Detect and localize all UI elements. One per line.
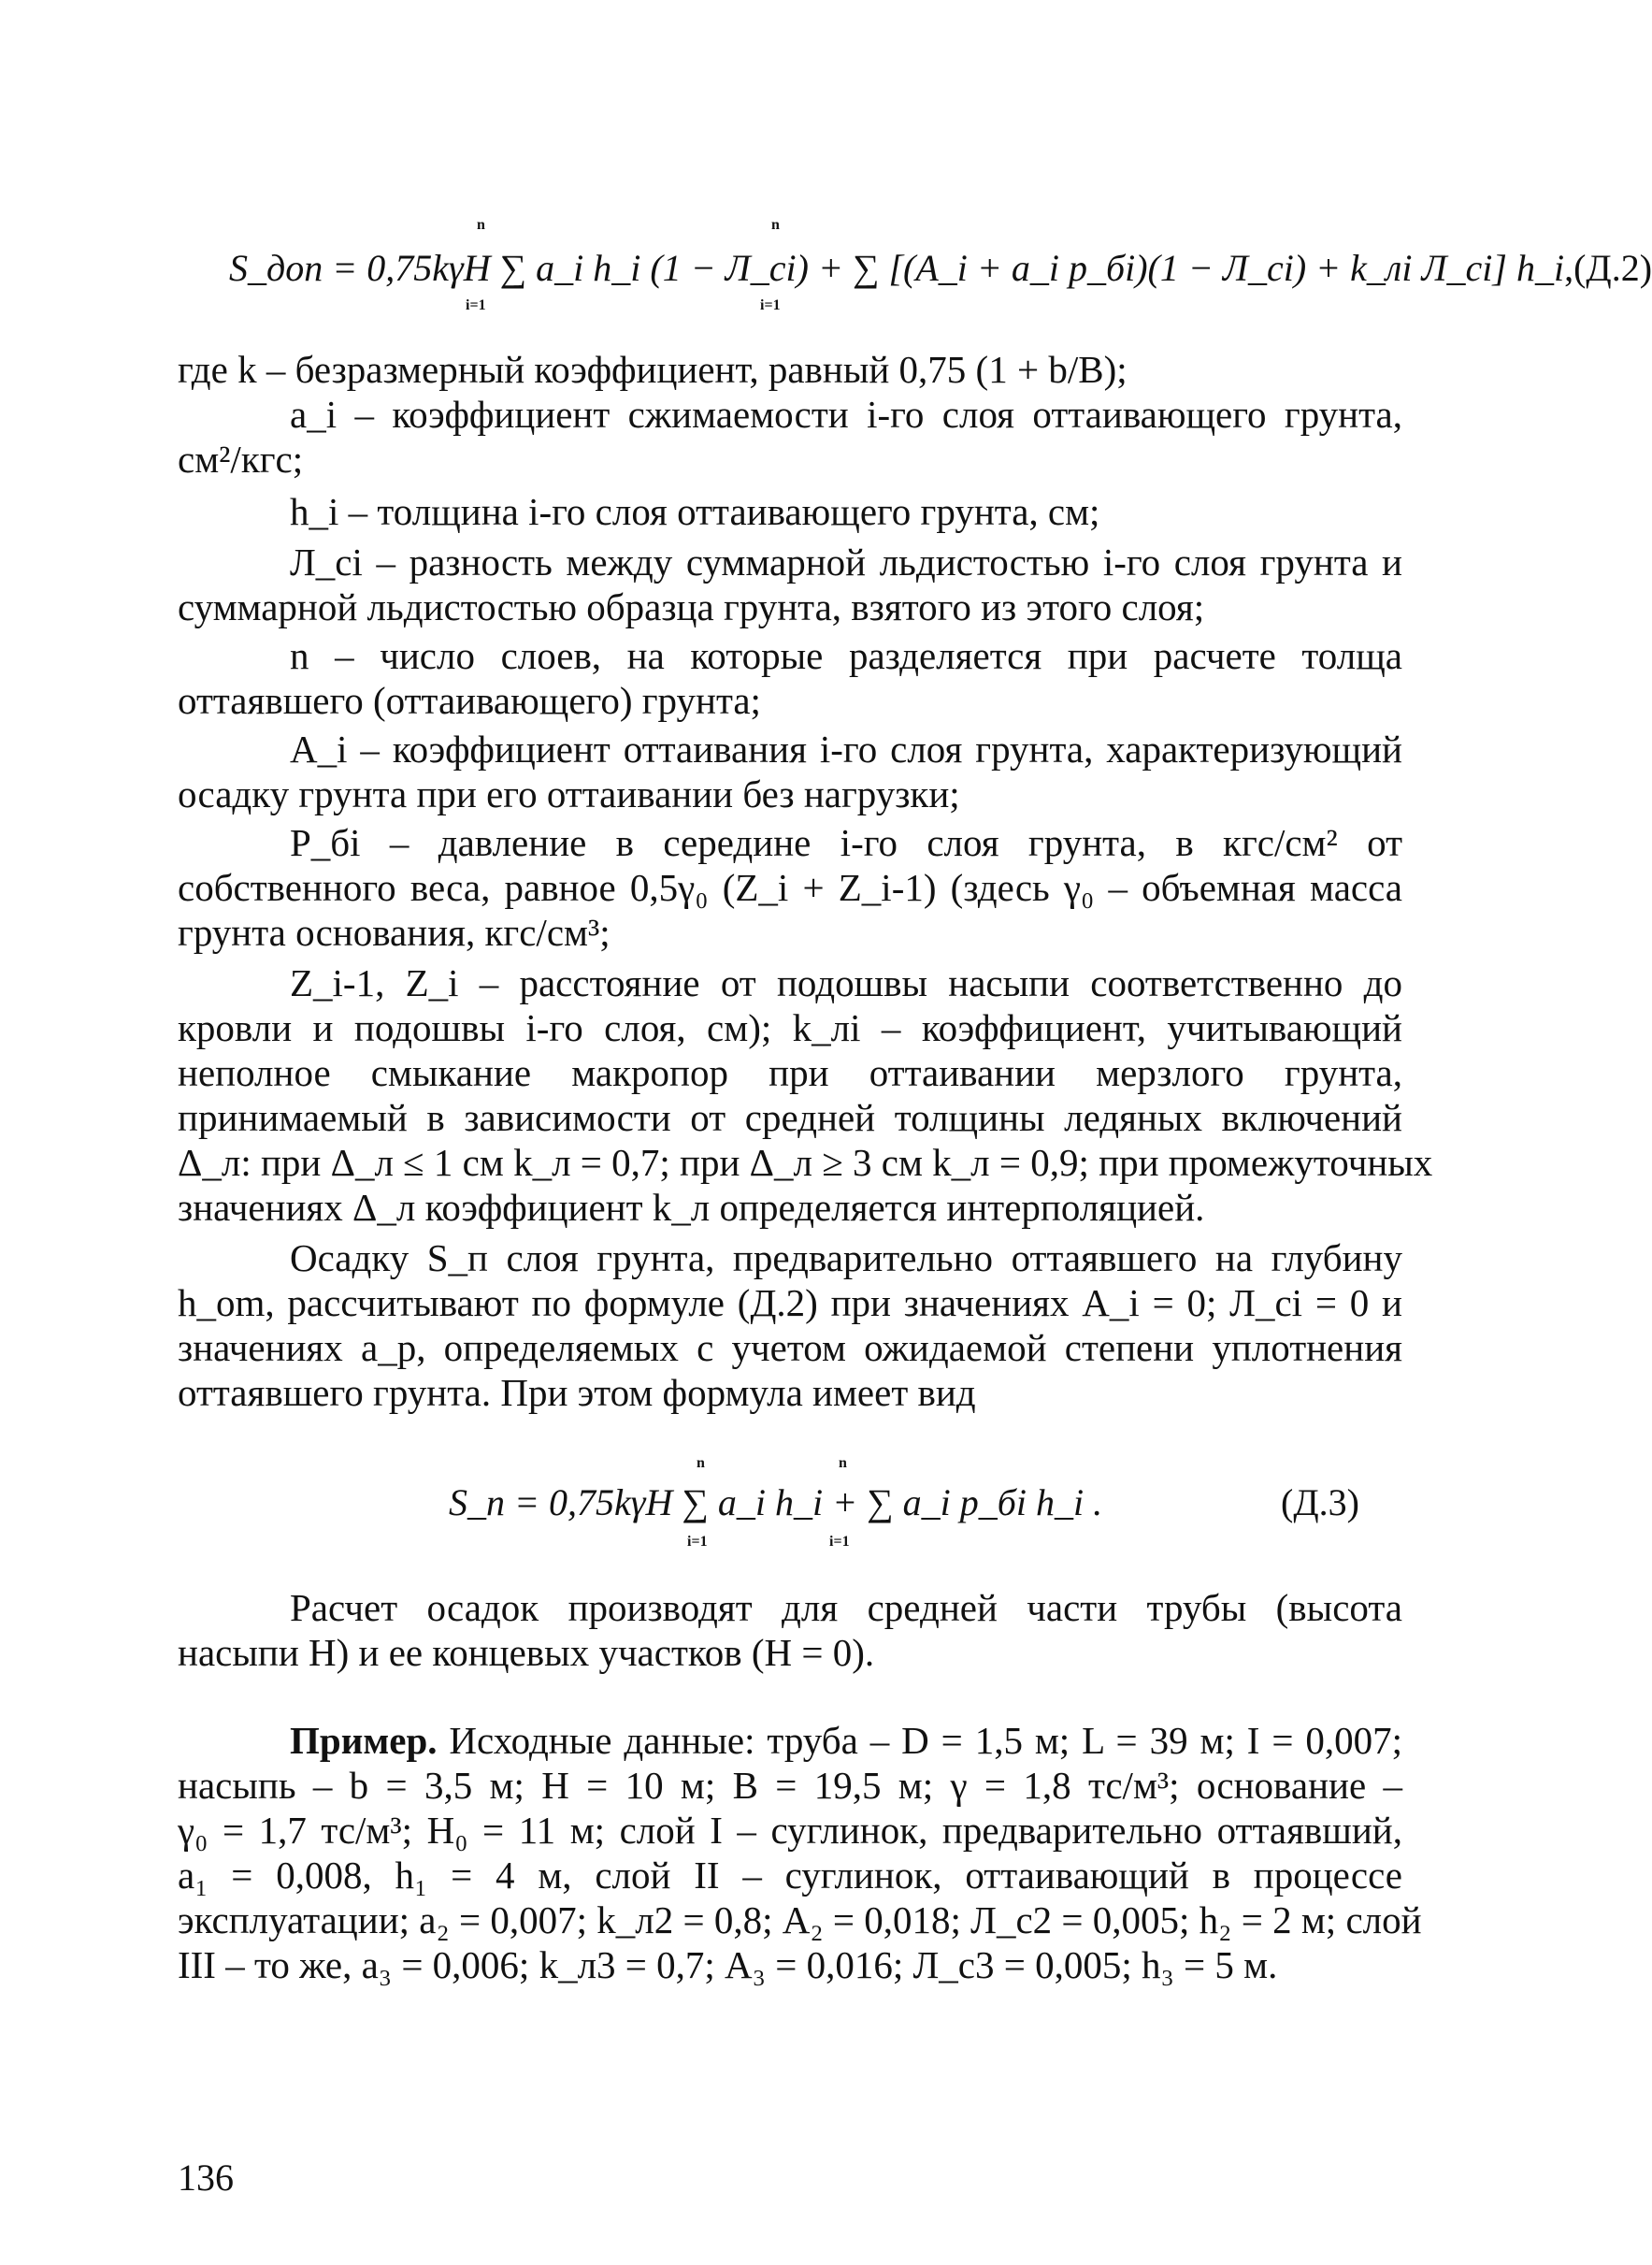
formula-d3-label: (Д.3): [1281, 1481, 1359, 1523]
text-line: Л_ci – разность между суммарной льдистостью i-го слоя грунта и: [290, 541, 1402, 584]
example-heading: Пример.: [290, 1719, 438, 1762]
text-line: Δ_л: при Δ_л ≤ 1 см k_л = 0,7; при Δ_л ≥ 3 см k_л = 0,9; при промежуточных: [178, 1141, 1433, 1184]
sum4-lower-limit: i=1: [829, 1534, 850, 1550]
text-line: Исходные данные: труба – D = 1,5 м; L = 39 м; I = 0,007;: [449, 1719, 1402, 1762]
example-first-line: [290, 1717, 1402, 1764]
text-line: неполное смыкание макропор при оттаивании мерзлого грунта,: [178, 1051, 1402, 1094]
text-line: III – то же, a₃ = 0,006; k_л3 = 0,7; A₃ = 0,016; Л_c3 = 0,005; h₃ = 5 м.: [178, 1943, 1278, 1986]
text-line: Осадку S_п слоя грунта, предварительно оттаявшего на глубину: [290, 1236, 1402, 1279]
text-line: суммарной льдистостью образца грунта, взятого из этого слоя;: [178, 585, 1205, 628]
text-line: P_бi – давление в середине i-го слоя грунта, в кгс/см² от: [290, 821, 1402, 864]
formula-d2-label: ,(Д.2): [1564, 247, 1652, 289]
text-line: оттаявшего грунта. При этом формула имеет вид: [178, 1371, 976, 1414]
text-line: A_i – коэффициент оттаивания i-го слоя грунта, характеризующий: [290, 728, 1402, 771]
sum2-upper-limit: n: [771, 217, 780, 233]
text-line: осадку грунта при его оттаивании без нагрузки;: [178, 772, 960, 815]
text-line: a_i – коэффициент сжимаемости i-го слоя оттаивающего грунта,: [290, 393, 1402, 436]
text-line: γ₀ = 1,7 тс/м³; H₀ = 11 м; слой I – суглинок, предварительно оттаявший,: [178, 1809, 1402, 1852]
text-line: h_om, рассчитывают по формуле (Д.2) при значениях A_i = 0; Л_ci = 0 и: [178, 1281, 1402, 1324]
text-line: значениях Δ_л коэффициент k_л определяется интерполяцией.: [178, 1186, 1205, 1229]
text-line: принимаемый в зависимости от средней толщины ледяных включений: [178, 1096, 1402, 1139]
text-line: a₁ = 0,008, h₁ = 4 м, слой II – суглинок, оттаивающий в процессе: [178, 1854, 1402, 1897]
text-line: эксплуатации; a₂ = 0,007; k_л2 = 0,8; A₂ = 0,018; Л_c2 = 0,005; h₂ = 2 м; слой: [178, 1898, 1422, 1941]
text-line: грунта основания, кгс/см³;: [178, 911, 611, 954]
text-line: см²/кгс;: [178, 438, 304, 481]
sum1-upper-limit: n: [477, 217, 485, 233]
text-line: n – число слоев, на которые разделяется при расчете толща: [290, 634, 1402, 677]
sum3-lower-limit: i=1: [687, 1534, 708, 1550]
text-line: Расчет осадок производят для средней части трубы (высота: [290, 1586, 1402, 1629]
text-line: где k – безразмерный коэффициент, равный 0,75 (1 + b/B);: [178, 348, 1128, 391]
sum3-upper-limit: n: [697, 1455, 705, 1471]
formula-d2-text: S_доп = 0,75kγH ∑ a_i h_i (1 − Л_ci) + ∑ [(A_i + a_i p_бi)(1 − Л_ci) + k_лi Л_ci] h_i: [229, 247, 1565, 289]
text-line: оттаявшего (оттаивающего) грунта;: [178, 679, 761, 722]
sum2-lower-limit: i=1: [760, 297, 781, 313]
sum4-upper-limit: n: [839, 1455, 847, 1471]
text-line: насыпь – b = 3,5 м; H = 10 м; B = 19,5 м; γ = 1,8 тс/м³; основание –: [178, 1764, 1402, 1807]
text-line: собственного веса, равное 0,5γ₀ (Z_i + Z_i-1) (здесь γ₀ – объемная масса: [178, 866, 1402, 909]
sum1-lower-limit: i=1: [466, 297, 486, 313]
text-line: Z_i-1, Z_i – расстояние от подошвы насыпи соответственно до: [290, 961, 1402, 1004]
text-line: h_i – толщина i-го слоя оттаивающего грунта, см;: [290, 490, 1100, 533]
formula-d3: S_п = 0,75kγH ∑ a_i h_i + ∑ a_i p_бi h_i .: [449, 1481, 1103, 1523]
text-line: насыпи H) и ее концевых участков (H = 0).: [178, 1631, 875, 1674]
text-line: значениях a_p, определяемых с учетом ожидаемой степени уплотнения: [178, 1326, 1402, 1369]
text-line: кровли и подошвы i-го слоя, см); k_лi – коэффициент, учитывающий: [178, 1006, 1402, 1049]
formula-d2: [229, 245, 1652, 292]
page-number: 136: [178, 2157, 234, 2199]
